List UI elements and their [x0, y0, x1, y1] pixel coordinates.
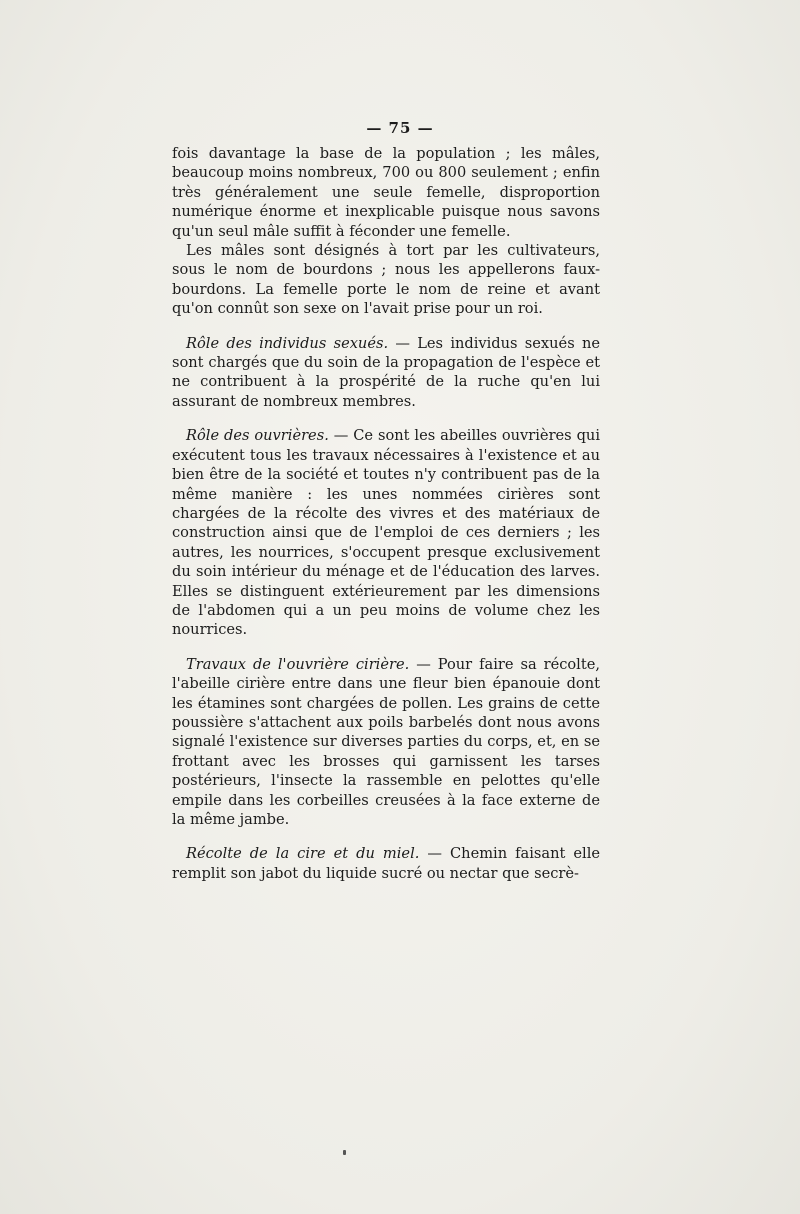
section-title: Travaux de l'ouvrière cirière.	[186, 655, 410, 673]
body-text	[172, 144, 600, 883]
paragraph-body: — Ce sont les abeilles ouvrières qui exécutent tous les travaux nécessaires à l'existence et au bien être de la société et toutes n'y contribuent pas de la même manière : les unes nommées cirières sont chargées de la récolte des vivres et des matériaux de construction ainsi que de l'emploi de ces derniers ; les autres, les nourrices, s'occupent presque exclusivement du soin intérieur du ménage et de l'éducation des larves. Elles se distinguent extérieurement par les dimensions de l'abdomen qui a un peu moins de volume chez les nourrices.	[172, 427, 600, 639]
ink-speck	[343, 1150, 346, 1155]
paragraph-body: fois davantage la base de la population ; les mâles, beaucoup moins nombreux, 700 ou 800 seulement ; enfin très généralement une seule femelle, disproportion numérique énorme et inexplicable puisque nous savons qu'un seul mâle suffit à féconder une femelle.	[172, 145, 600, 240]
paragraph-body: Les mâles sont désignés à tort par les cultivateurs, sous le nom de bourdons ; nous les appellerons faux-bourdons. La femelle porte le nom de reine et avant qu'on connût son sexe on l'avait prise pour un roi.	[172, 242, 600, 318]
section-title: Récolte de la cire et du miel.	[186, 845, 420, 863]
paragraph-role-ouvrieres	[172, 426, 600, 639]
paragraph-body: — Chemin faisant elle remplit son jabot du liquide sucré ou nectar que secrè-	[172, 845, 600, 882]
paragraph-role-individus-sexues	[172, 334, 600, 412]
paragraph-travaux-ouvriere-ciriere	[172, 655, 600, 830]
paragraph-bourdons	[172, 241, 600, 319]
page-number: — 75 —	[366, 119, 434, 137]
paragraph-body: — Les individus sexués ne sont chargés que du soin de la propagation de l'espèce et ne contribuent à la prospérité de la ruche qu'en lui assurant de nombreux membres.	[172, 334, 600, 410]
section-title: Rôle des ouvrières.	[186, 427, 329, 445]
paragraph-body: — Pour faire sa récolte, l'abeille cirière entre dans une fleur bien épanouie dont les étamines sont chargées de pollen. Les grains de cette poussière s'attachent aux poils barbelés dont nous avons signalé l'existence sur diverses parties du corps, et, en se frottant avec les brosses qui garnissent les tarses postérieurs, l'insecte la rassemble en pelottes qu'elle empile dans les corbeilles creusées à la face externe de la même jambe.	[172, 655, 600, 828]
section-title: Rôle des individus sexués.	[186, 334, 389, 352]
paragraph-continuation	[172, 144, 600, 241]
paragraph-recolte-cire-miel	[172, 844, 600, 883]
